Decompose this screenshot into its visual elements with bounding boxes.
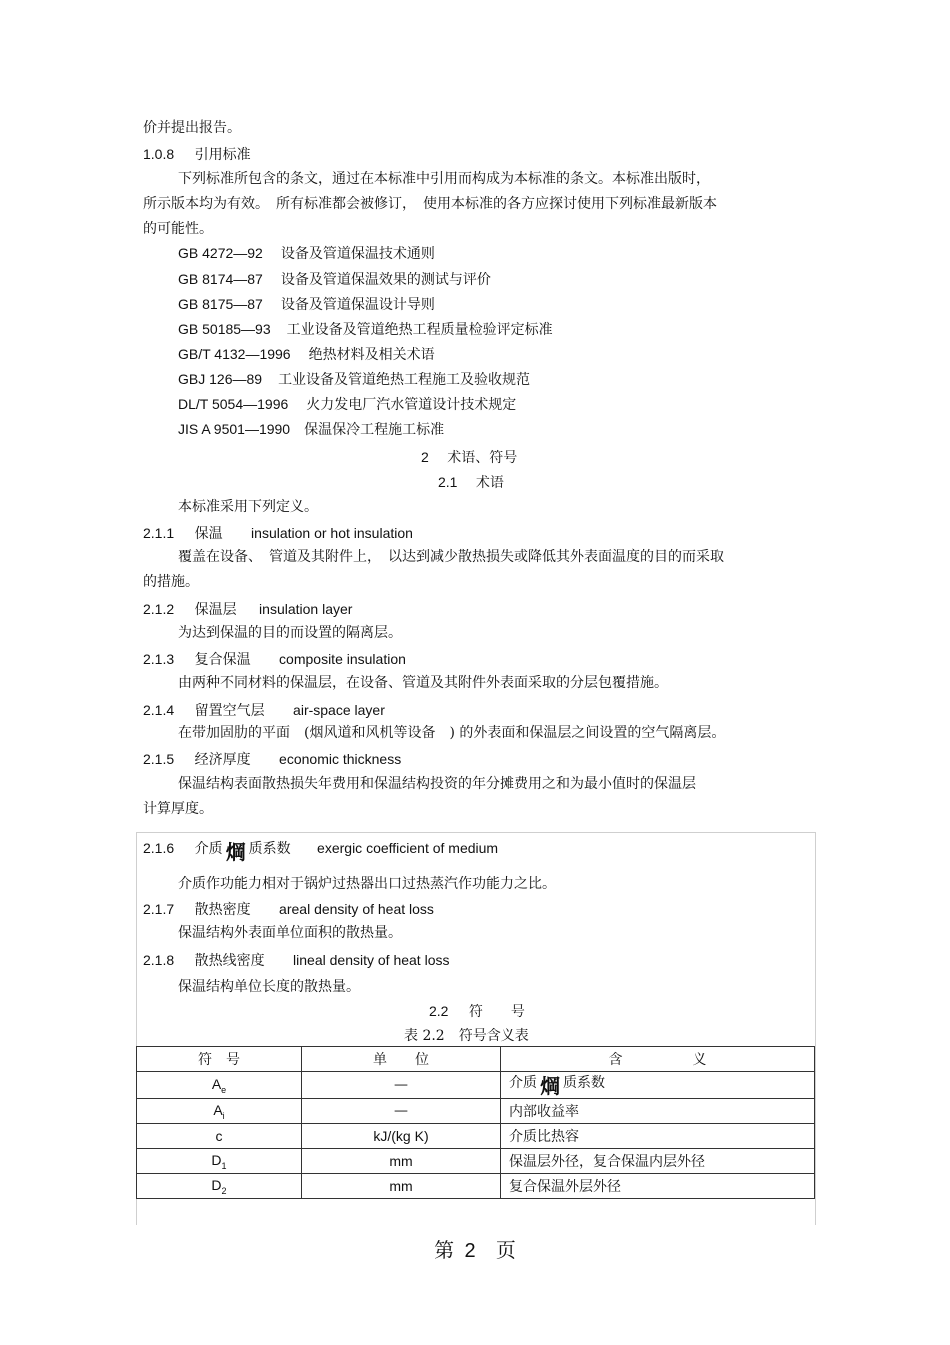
table-row [137, 1174, 815, 1199]
unit-cell: mm [302, 1149, 501, 1174]
meaning-cell: 介质比热容 [501, 1124, 815, 1149]
standard-item: DL/T 5054—1996 火力发电厂汽水管道设计技术规定 [178, 396, 517, 413]
meaning-cell: 保温层外径，复合保温内层外径 [501, 1149, 815, 1174]
section-2-2-heading: 2.2 符 号 [429, 1003, 525, 1020]
page-footer: 第 2 页 [434, 1238, 516, 1262]
symbol-cell: $D_2$ [137, 1174, 302, 1199]
intro-line-1: 下列标准所包含的条文，通过在本标准中引用而构成为本标准的条文。本标准出版时， [178, 171, 710, 187]
table-header: 含 义 [501, 1047, 815, 1072]
meaning-cell: 介质 焵 质系数 [501, 1072, 815, 1099]
section-intro: 本标准采用下列定义。 [178, 499, 318, 515]
table-row [137, 1149, 815, 1174]
symbol-table [136, 1046, 815, 1199]
table-header: 符 号 [137, 1047, 302, 1072]
table-header: 单 位 [302, 1047, 501, 1072]
symbol-cell: $A_i$ [137, 1099, 302, 1124]
unit-cell: — [302, 1072, 501, 1099]
term-heading: 2.1.8 散热线密度 lineal density of heat loss [143, 952, 450, 969]
unit-cell: kJ/(kg K) [302, 1124, 501, 1149]
term-definition: 覆盖在设备、 管道及其附件上， 以达到减少散热损失或降低其外表面温度的目的而采取 [178, 549, 724, 565]
term-heading: 2.1.3 复合保温 composite insulation [143, 651, 406, 668]
exergy-glyph: 焵 [225, 840, 246, 864]
term-definition: 为达到保温的目的而设置的隔离层。 [178, 625, 402, 641]
standard-item: GB 8175—87 设备及管道保温设计导则 [178, 296, 435, 313]
section-title: 引用标准 [194, 147, 251, 163]
chapter-2-heading: 2 术语、符号 [421, 449, 518, 466]
term-definition: 保温结构外表面单位面积的散热量。 [178, 925, 402, 941]
section-number: 1.0.8 [143, 146, 175, 162]
table-caption: 表 2.2 符号含义表 [404, 1028, 529, 1044]
term-definition: 由两种不同材料的保温层，在设备、管道及其附件外表面采取的分层包覆措施。 [178, 675, 668, 691]
symbol-cell: $D_1$ [137, 1149, 302, 1174]
intro-line-2: 所示版本均为有效。 所有标准都会被修订， 使用本标准的各方应探讨使用下列标准最新版本 [143, 196, 717, 212]
section-2-1-heading: 2.1 术语 [438, 474, 504, 491]
term-heading: 2.1.4 留置空气层 air-space layer [143, 702, 385, 719]
section-1-0-8-heading [143, 144, 251, 164]
standard-item: GB 4272—92 设备及管道保温技术通则 [178, 245, 435, 262]
term-heading: 2.1.6 介质 焵 质系数 exergic coefficient of medium [143, 840, 499, 864]
term-definition: 在带加固肋的平面 (烟风道和风机等设备 ) 的外表面和保温层之间设置的空气隔离层。 [178, 725, 726, 741]
table-row [137, 1124, 815, 1149]
standard-item: GB/T 4132—1996 绝热材料及相关术语 [178, 346, 435, 363]
top-line: 价并提出报告。 [143, 120, 241, 136]
term-definition-cont: 计算厚度。 [143, 801, 213, 817]
symbol-cell: $A_e$ [137, 1072, 302, 1099]
term-definition: 介质作功能力相对于锅炉过热器出口过热蒸汽作功能力之比。 [178, 876, 556, 892]
unit-cell: — [302, 1099, 501, 1124]
standard-item: GBJ 126—89 工业设备及管道绝热工程施工及验收规范 [178, 371, 531, 388]
unit-cell: mm [302, 1174, 501, 1199]
term-definition-cont: 的措施。 [143, 574, 199, 590]
table-row [137, 1099, 815, 1124]
term-heading: 2.1.5 经济厚度 economic thickness [143, 751, 402, 768]
standard-item: JIS A 9501—1990 保温保冷工程施工标准 [178, 421, 445, 438]
symbol-cell: c [137, 1124, 302, 1149]
term-definition: 保温结构单位长度的散热量。 [178, 979, 360, 995]
table-header-row [137, 1047, 815, 1072]
meaning-cell: 内部收益率 [501, 1099, 815, 1124]
standard-item: GB 8174—87 设备及管道保温效果的测试与评价 [178, 271, 491, 288]
exergy-glyph: 焵 [540, 1074, 560, 1098]
term-heading: 2.1.1 保温 insulation or hot insulation [143, 525, 413, 542]
meaning-cell: 复合保温外层外径 [501, 1174, 815, 1199]
intro-line-3: 的可能性。 [143, 221, 213, 237]
term-heading: 2.1.7 散热密度 areal density of heat loss [143, 901, 434, 918]
table-row [137, 1072, 815, 1099]
term-heading: 2.1.2 保温层 insulation layer [143, 601, 353, 618]
term-definition: 保温结构表面散热损失年费用和保温结构投资的年分摊费用之和为最小值时的保温层 [178, 776, 696, 792]
standard-item: GB 50185—93 工业设备及管道绝热工程质量检验评定标准 [178, 321, 553, 338]
